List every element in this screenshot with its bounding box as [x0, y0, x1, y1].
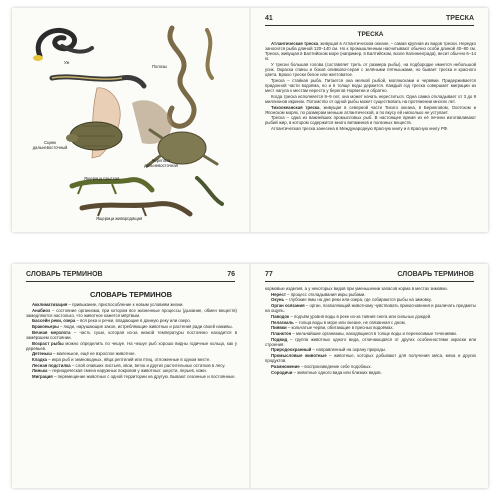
page-number: 76 — [227, 271, 235, 278]
glossary-entry: Нерест – процесс откладывания икры рыбами. — [271, 291, 366, 297]
bottom-spread — [12, 264, 488, 488]
glossary-entry: Возраст рыбы можно определить по чешуе. На чешуе рыб хорошо видны годичные кольца, как у деревьев. — [26, 340, 237, 351]
running-header — [265, 271, 474, 281]
paragraph: Атлантическая треска, живущая в Атлантическом океане, – самая крупная из видов трески. Нередко заносится рыба длиной 120–140 см. Но к промышленным насчитывают обычно особи длиной 40–80 см. Треска, живущая в Балтийском море (например, в Балтийском, возле Калининграда), весит обычно 6–14 кг. — [265, 41, 476, 62]
glossary-entry: Вечная мерзлота – часть суши, которая из-за низкой температуры постоянно находится в замёрзшем состоянии. — [26, 329, 237, 340]
cod-page — [251, 8, 488, 232]
paragraph: Треска – стайная рыба. Питается она мелкой рыбой, моллюсками и червями. Придерживается придонной части водоёма, но и в толще воды держится. Каждый год треска совершает миграции из мест нагула к местам нереста у берегов Норвегии и обратно. — [265, 77, 476, 94]
caption-viviparous-lizard: Ящерица живородящая — [96, 216, 143, 221]
glossary-page-right — [251, 264, 488, 488]
top-spread — [12, 8, 488, 232]
glossary-entry: Орган осязания – орган, позволяющий животному чувствовать прикосновения и различать предметы на ощупь. — [265, 303, 476, 314]
glossary-entry: Подвид – группа животных одного вида, отличающаяся от других особенностями окраски или строения. — [265, 336, 476, 347]
page-number: 77 — [265, 271, 273, 278]
glossary-entry: Браконьеры – люди, нарушающие закон, истребляющие животных и растения ради своей наживы. — [32, 324, 233, 330]
paragraph: Когда треска исполняется 8–9 лет, она может начать нереститься. Одна самка откладывает от 3 до 9 миллионов икринок. Потомство от одной рыбы может существовать на протяжении многих лет. — [265, 93, 476, 104]
caption-turtle: Черепаха дальневосточная — [144, 158, 178, 168]
running-header — [26, 271, 235, 281]
paragraph: Атлантическая треска занесена в Международную Красную книгу и в Красную книгу РФ. — [271, 126, 449, 132]
caption-ratsnakes: Полозы — [152, 64, 167, 69]
paragraph: У трески большая голова (составляет треть от размера рыбы), на подбородке имеется небольшой усик. Окраска спины и боков оливково-серая с зелёными пятнышками, но бывает треска и красного цвета. Брюхо трески белое или желтоватое. — [265, 61, 476, 78]
glossary-entry: кормовые изделия, а у некоторых видов при уменьшении запасов корма в местах зимовки. — [265, 286, 448, 291]
running-title: СЛОВАРЬ ТЕРМИНОВ — [26, 271, 103, 278]
glossary-text — [26, 302, 237, 380]
section-title: ТРЕСКА — [357, 31, 384, 38]
glossary-entry: Пелагиаль – толща воды в море или океане, не связанная с дном. — [271, 319, 406, 325]
glossary-entry: Детеныш – маленькое, ещё не взрослое животное. — [32, 351, 136, 357]
header-rule — [265, 281, 474, 282]
glossary-entry: Паводок – подъём уровня воды в реке из-за таяния снега или сильных дождей. — [271, 313, 432, 319]
page-number: 41 — [265, 15, 273, 22]
glossary-entry: Промысловые животные – животные, которых добывают для получения мяса, меха и других продуктов. — [265, 353, 476, 364]
glossary-text — [265, 286, 476, 375]
glossary-entry: Кладка – икра рыб и земноводных, яйца рептилий или птиц, отложенные в одном месте. — [32, 357, 211, 363]
caption-grass-snake: Уж — [64, 60, 70, 65]
header-rule — [265, 25, 474, 26]
glossary-entry: Анабиоз – состояние организма, при котором все жизненные процессы (дыхание, обмен веществ) замедляются настолько, что животное кажется мёртвым. — [26, 307, 237, 318]
running-title: ТРЕСКА — [446, 15, 474, 22]
glossary-entry: Природоохранный – направленный на охрану природы. — [271, 347, 387, 353]
caption-sand-lizard: Ящерица прыткая — [84, 176, 120, 181]
grass-snake-figure — [38, 30, 74, 56]
cod-text — [265, 30, 476, 132]
header-rule — [26, 281, 235, 282]
running-title: СЛОВАРЬ ТЕРМИНОВ — [397, 271, 474, 278]
paragraph: Тихоокеанская треска, живущая в северной части Тихого океана, в Беринговом, Охотском и Японском морях, по размерам меньше атлантической, а по вкусу ей нисколько не уступает. — [265, 104, 476, 115]
illustration-page — [12, 8, 249, 232]
glossary-page-left — [12, 264, 249, 488]
glossary-entry: Бассейн реки, озера – вся река и речки, впадающие в данную реку или озеро. — [32, 318, 191, 324]
glossary-entry: Миграция – перемещение животных с одной территории на другую. Бывают сезонные и постоянные. — [32, 374, 236, 380]
glossary-entry: Окунь – глубокие ямы на дне реки или озера, где собираются рыбы на зимовку. — [271, 297, 432, 303]
glossary-entry: Планктон – мельчайшие организмы, находящиеся в толще воды и переносимые течениями. — [271, 330, 457, 336]
caption-skink: Сцинк дальневосточный — [32, 140, 68, 150]
glossary-title: СЛОВАРЬ ТЕРМИНОВ — [89, 290, 173, 299]
glossary-entry: Пиявки – кольчатые черви, обитающие в пресных водоёмах. — [271, 325, 394, 331]
running-header — [265, 15, 474, 25]
glossary-entry: Акклиматизация – привыкание, приспособление к новым условиям жизни. — [32, 302, 184, 307]
glossary-entry: Линька – периодическая смена наружных покровов у животных: шерсти, перьев, кожи. — [32, 368, 207, 374]
viviparous-lizard-figure — [82, 204, 190, 214]
reptiles-illustration — [12, 8, 249, 232]
paragraph: Треска – одна из важнейших промысловых рыб. В настоящее время из её печени изготавливают рыбий жир, в котором содержится много витаминов и полезных веществ. — [265, 115, 476, 126]
ratsnake-figure — [169, 28, 194, 126]
glossary-entry: Размножение – воспроизведение себе подобных. — [271, 363, 372, 369]
glossary-entry: Лесная подстилка – слой опавших листьев, хвои, веток и других растительных остатков в лесу. — [32, 362, 226, 368]
glossary-entry: Сородичи – животные одного вида или близких видов. — [271, 369, 382, 375]
